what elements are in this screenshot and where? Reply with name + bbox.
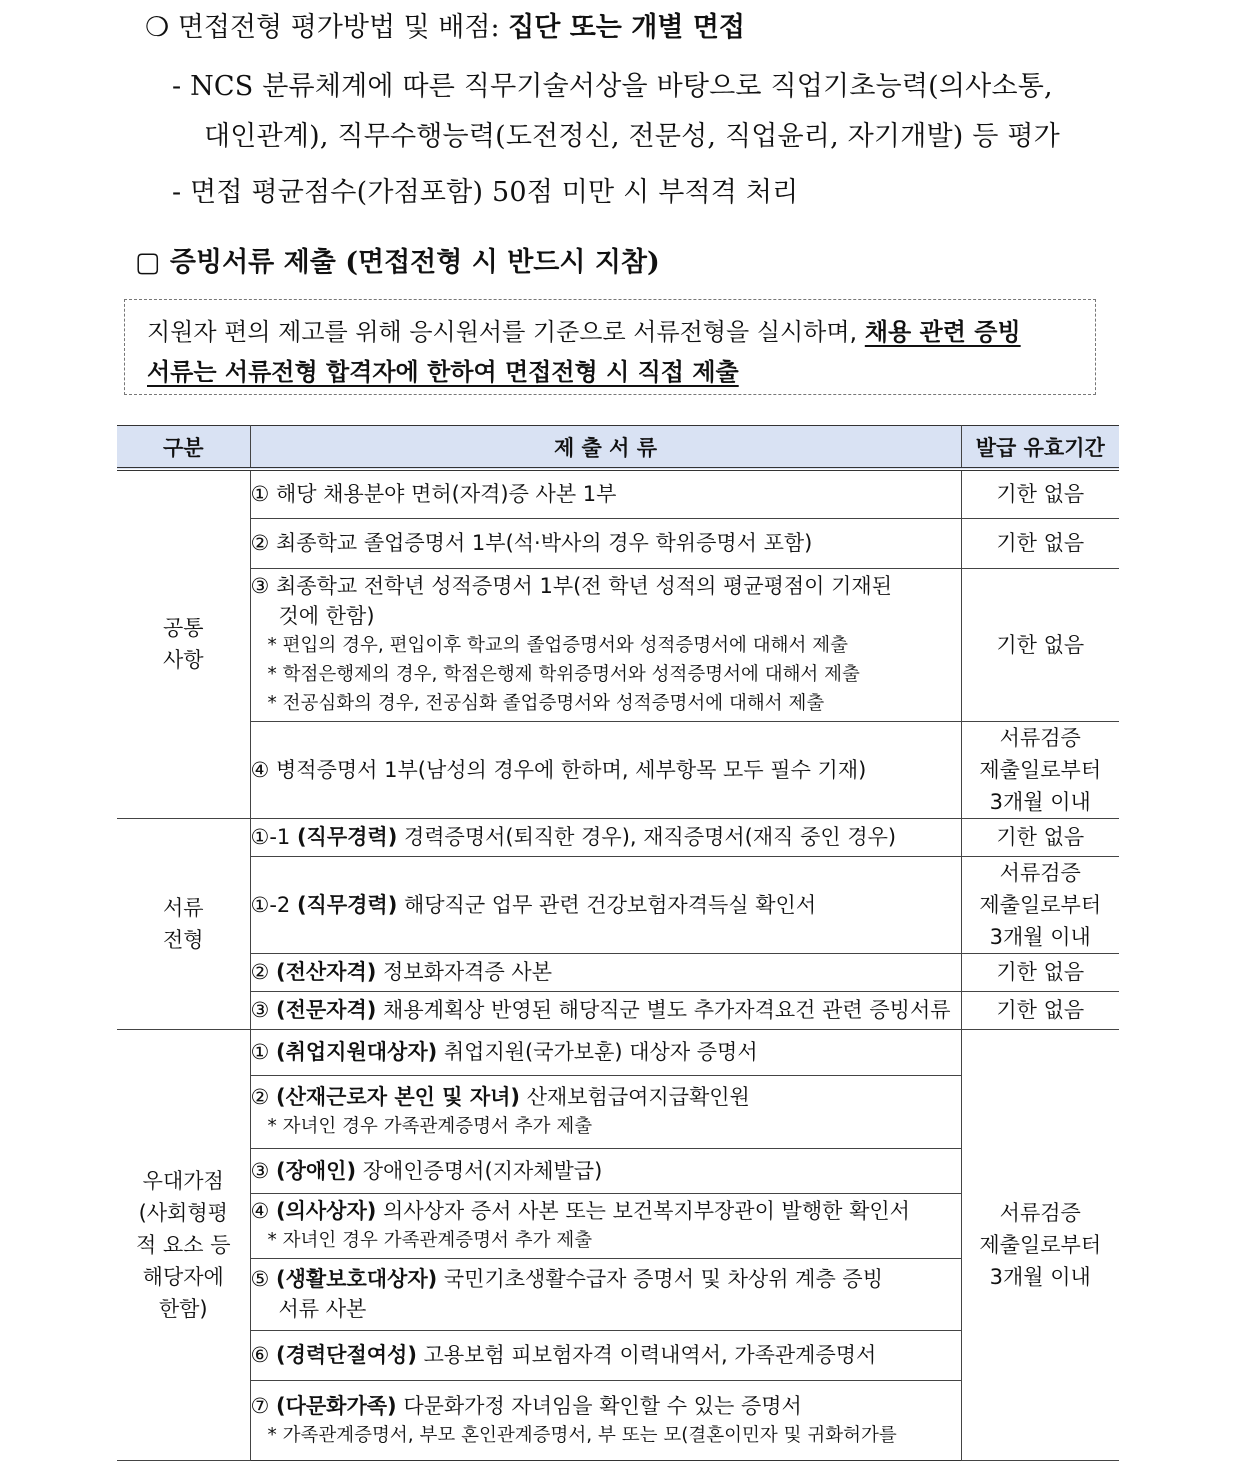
doc-screening-2-text: 해당직군 업무 관련 건강보험자격득실 확인서 xyxy=(397,892,817,917)
doc-screening-1-tag: (직무경력) xyxy=(296,825,398,849)
doc-bonus-6 xyxy=(250,1330,961,1380)
category-bonus-line3: 적 요소 등 xyxy=(136,1232,231,1257)
doc-common-3-line1: ③ 최종학교 전학년 성적증명서 1부(전 학년 성적의 평균평점이 기재된 xyxy=(250,574,893,598)
doc-common-4-text: ④ 병적증명서 1부(남성의 경우에 한하며, 세부항목 모두 필수 기재) xyxy=(250,757,867,782)
doc-common-1-text: ① 해당 채용분야 면허(자격)증 사본 1부 xyxy=(250,482,617,507)
header-validity: 발급 유효기간 xyxy=(961,426,1119,470)
doc-screening-1-text: 경력증명서(퇴직한 경우), 재직증명서(재직 중인 경우) xyxy=(397,825,897,849)
table-row xyxy=(117,568,1119,721)
validity-screening-3: 기한 없음 xyxy=(961,953,1119,991)
table-row xyxy=(117,469,1119,518)
doc-common-3-note3: * 전공심화의 경우, 전공심화 졸업증명서와 성적증명서에 대해서 제출 xyxy=(267,693,825,714)
doc-bonus-2-note: * 자녀인 경우 가족관계증명서 추가 제출 xyxy=(267,1116,593,1137)
doc-common-2 xyxy=(250,518,961,568)
doc-bonus-4-tag: (의사상자) xyxy=(276,1199,377,1223)
category-bonus xyxy=(117,1029,250,1460)
validity-screening-2-line3: 3개월 이내 xyxy=(989,924,1091,949)
validity-bonus-line3: 3개월 이내 xyxy=(989,1264,1091,1289)
doc-bonus-2-num: ② xyxy=(250,1085,277,1109)
doc-screening-3-num: ② xyxy=(250,960,277,984)
doc-bonus-7-tag: (다문화가족) xyxy=(276,1393,397,1418)
doc-bonus-1-num: ① xyxy=(250,1040,277,1064)
doc-screening-1 xyxy=(250,818,961,856)
validity-bonus-line1: 서류검증 xyxy=(999,1200,1081,1225)
doc-bonus-5-line2: 서류 사본 xyxy=(278,1297,367,1321)
doc-bonus-7-text: 다문화가정 자녀임을 확인할 수 있는 증명서 xyxy=(396,1393,802,1418)
doc-bonus-6-num: ⑥ xyxy=(250,1343,277,1367)
category-common-line1: 공통 xyxy=(162,616,204,641)
doc-bonus-2-tag: (산재근로자 본인 및 자녀) xyxy=(276,1085,521,1109)
doc-bonus-6-text: 고용보험 피보험자격 이력내역서, 가족관계증명서 xyxy=(416,1343,877,1367)
table-row xyxy=(117,991,1119,1029)
doc-bonus-7 xyxy=(250,1380,961,1460)
notice-emphasis-1: 채용 관련 증빙 xyxy=(864,318,1021,346)
documents-heading xyxy=(135,240,660,279)
doc-screening-3-tag: (전산자격) xyxy=(276,960,377,984)
notice-emphasis-2: 서류는 서류전형 합격자에 한하여 면접전형 시 직접 제출 xyxy=(147,358,739,386)
doc-bonus-5 xyxy=(250,1258,961,1330)
validity-screening-4: 기한 없음 xyxy=(961,991,1119,1029)
doc-screening-1-num: ①-1 xyxy=(250,825,297,849)
doc-common-4 xyxy=(250,721,961,818)
validity-screening-2 xyxy=(961,856,1119,953)
interview-method-emphasis: 집단 또는 개별 면접 xyxy=(508,12,746,43)
bullet-ncs-line1: - NCS 분류체계에 따른 직무기술서상을 바탕으로 직업기초능력(의사소통, xyxy=(172,71,1053,102)
doc-screening-3-text: 정보화자격증 사본 xyxy=(376,960,552,984)
validity-screening-1: 기한 없음 xyxy=(961,818,1119,856)
doc-bonus-1-text: 취업지원(국가보훈) 대상자 증명서 xyxy=(437,1040,758,1064)
square-bullet-icon: ▢ xyxy=(135,247,161,278)
category-common xyxy=(117,469,250,818)
table-row xyxy=(117,518,1119,568)
doc-screening-4-tag: (전문자격) xyxy=(276,998,377,1022)
doc-bonus-7-note: * 가족관계증명서, 부모 혼인관계증명서, 부 또는 모(결혼이민자 및 귀화허가를 xyxy=(267,1424,897,1446)
validity-common-4 xyxy=(961,721,1119,818)
table-row xyxy=(117,856,1119,953)
interview-method-heading xyxy=(145,8,745,48)
documents-heading-text: 증빙서류 제출 (면접전형 시 반드시 지참) xyxy=(169,247,660,278)
category-bonus-line5: 한함) xyxy=(158,1296,208,1321)
table-header-row xyxy=(117,426,1119,470)
circle-bullet-icon: ❍ xyxy=(145,12,170,43)
doc-bonus-3-num: ③ xyxy=(250,1158,277,1183)
doc-bonus-3-text: 장애인증명서(지자체발급) xyxy=(356,1158,603,1183)
interview-method-label: 면접전형 평가방법 및 배점: xyxy=(177,12,509,43)
doc-bonus-5-text: 국민기초생활수급자 증명서 및 차상위 계층 증빙 xyxy=(437,1267,883,1291)
doc-bonus-4 xyxy=(250,1193,961,1258)
doc-bonus-3-tag: (장애인) xyxy=(276,1158,357,1183)
doc-screening-4-text: 채용계획상 반영된 해당직군 별도 추가자격요건 관련 증빙서류 xyxy=(376,998,951,1022)
documents-table xyxy=(117,425,1119,1461)
doc-bonus-4-text: 의사상자 증서 사본 또는 보건복지부장관이 발행한 확인서 xyxy=(376,1199,910,1223)
doc-common-3-line2: 것에 한함) xyxy=(278,604,375,628)
table-row xyxy=(117,1029,1119,1075)
doc-bonus-4-num: ④ xyxy=(250,1199,277,1223)
doc-screening-4 xyxy=(250,991,961,1029)
doc-bonus-2-text: 산재보험급여지급확인원 xyxy=(520,1085,750,1109)
validity-bonus-line2: 제출일로부터 xyxy=(979,1232,1102,1257)
validity-common-4-line1: 서류검증 xyxy=(999,725,1081,750)
doc-bonus-6-tag: (경력단절여성) xyxy=(276,1343,417,1367)
notice-line2 xyxy=(147,352,739,387)
doc-common-3 xyxy=(250,568,961,721)
category-screening-line2: 전형 xyxy=(162,927,204,952)
validity-bonus xyxy=(961,1029,1119,1460)
table-row xyxy=(117,953,1119,991)
category-screening-line1: 서류 xyxy=(162,895,204,920)
bullet-average-score: - 면접 평균점수(가점포함) 50점 미만 시 부적격 처리 xyxy=(172,177,799,208)
doc-bonus-1-tag: (취업지원대상자) xyxy=(276,1040,438,1064)
doc-screening-2 xyxy=(250,856,961,953)
doc-bonus-4-note: * 자녀인 경우 가족관계증명서 추가 제출 xyxy=(267,1230,593,1251)
doc-bonus-1 xyxy=(250,1029,961,1075)
table-row xyxy=(117,721,1119,818)
category-bonus-line2: (사회형평 xyxy=(138,1200,228,1225)
validity-common-4-line2: 제출일로부터 xyxy=(979,757,1102,782)
table-row xyxy=(117,818,1119,856)
header-documents: 제 출 서 류 xyxy=(250,426,961,470)
doc-bonus-7-num: ⑦ xyxy=(250,1393,277,1418)
doc-screening-2-num: ①-2 xyxy=(250,892,297,917)
category-screening xyxy=(117,818,250,1029)
validity-screening-2-line1: 서류검증 xyxy=(999,860,1081,885)
doc-common-2-text: ② 최종학교 졸업증명서 1부(석·박사의 경우 학위증명서 포함) xyxy=(250,531,813,555)
doc-bonus-5-num: ⑤ xyxy=(250,1267,277,1291)
validity-common-4-line3: 3개월 이내 xyxy=(989,789,1091,814)
doc-bonus-2 xyxy=(250,1075,961,1148)
bullet-ncs-line2: 대인관계), 직무수행능력(도전정신, 전문성, 직업윤리, 자기개발) 등 평가 xyxy=(204,121,1060,152)
validity-common-1: 기한 없음 xyxy=(961,469,1119,518)
notice-line1 xyxy=(147,312,1021,347)
doc-common-3-note1: * 편입의 경우, 편입이후 학교의 졸업증명서와 성적증명서에 대해서 제출 xyxy=(267,635,848,656)
doc-bonus-3 xyxy=(250,1148,961,1193)
doc-screening-3 xyxy=(250,953,961,991)
validity-common-2: 기한 없음 xyxy=(961,518,1119,568)
doc-common-3-note2: * 학점은행제의 경우, 학점은행제 학위증명서와 성적증명서에 대해서 제출 xyxy=(267,664,860,685)
category-common-line2: 사항 xyxy=(162,648,204,673)
notice-box xyxy=(124,299,1096,395)
doc-screening-2-tag: (직무경력) xyxy=(296,892,398,917)
notice-plain: 지원자 편의 제고를 위해 응시원서를 기준으로 서류전형을 실시하며, xyxy=(147,318,865,346)
header-category: 구분 xyxy=(117,426,250,470)
category-bonus-line1: 우대가점 xyxy=(142,1168,224,1193)
category-bonus-line4: 해당자에 xyxy=(142,1264,224,1289)
doc-bonus-5-tag: (생활보호대상자) xyxy=(276,1267,438,1291)
doc-screening-4-num: ③ xyxy=(250,998,277,1022)
validity-screening-2-line2: 제출일로부터 xyxy=(979,892,1102,917)
validity-common-3: 기한 없음 xyxy=(961,568,1119,721)
doc-common-1 xyxy=(250,469,961,518)
